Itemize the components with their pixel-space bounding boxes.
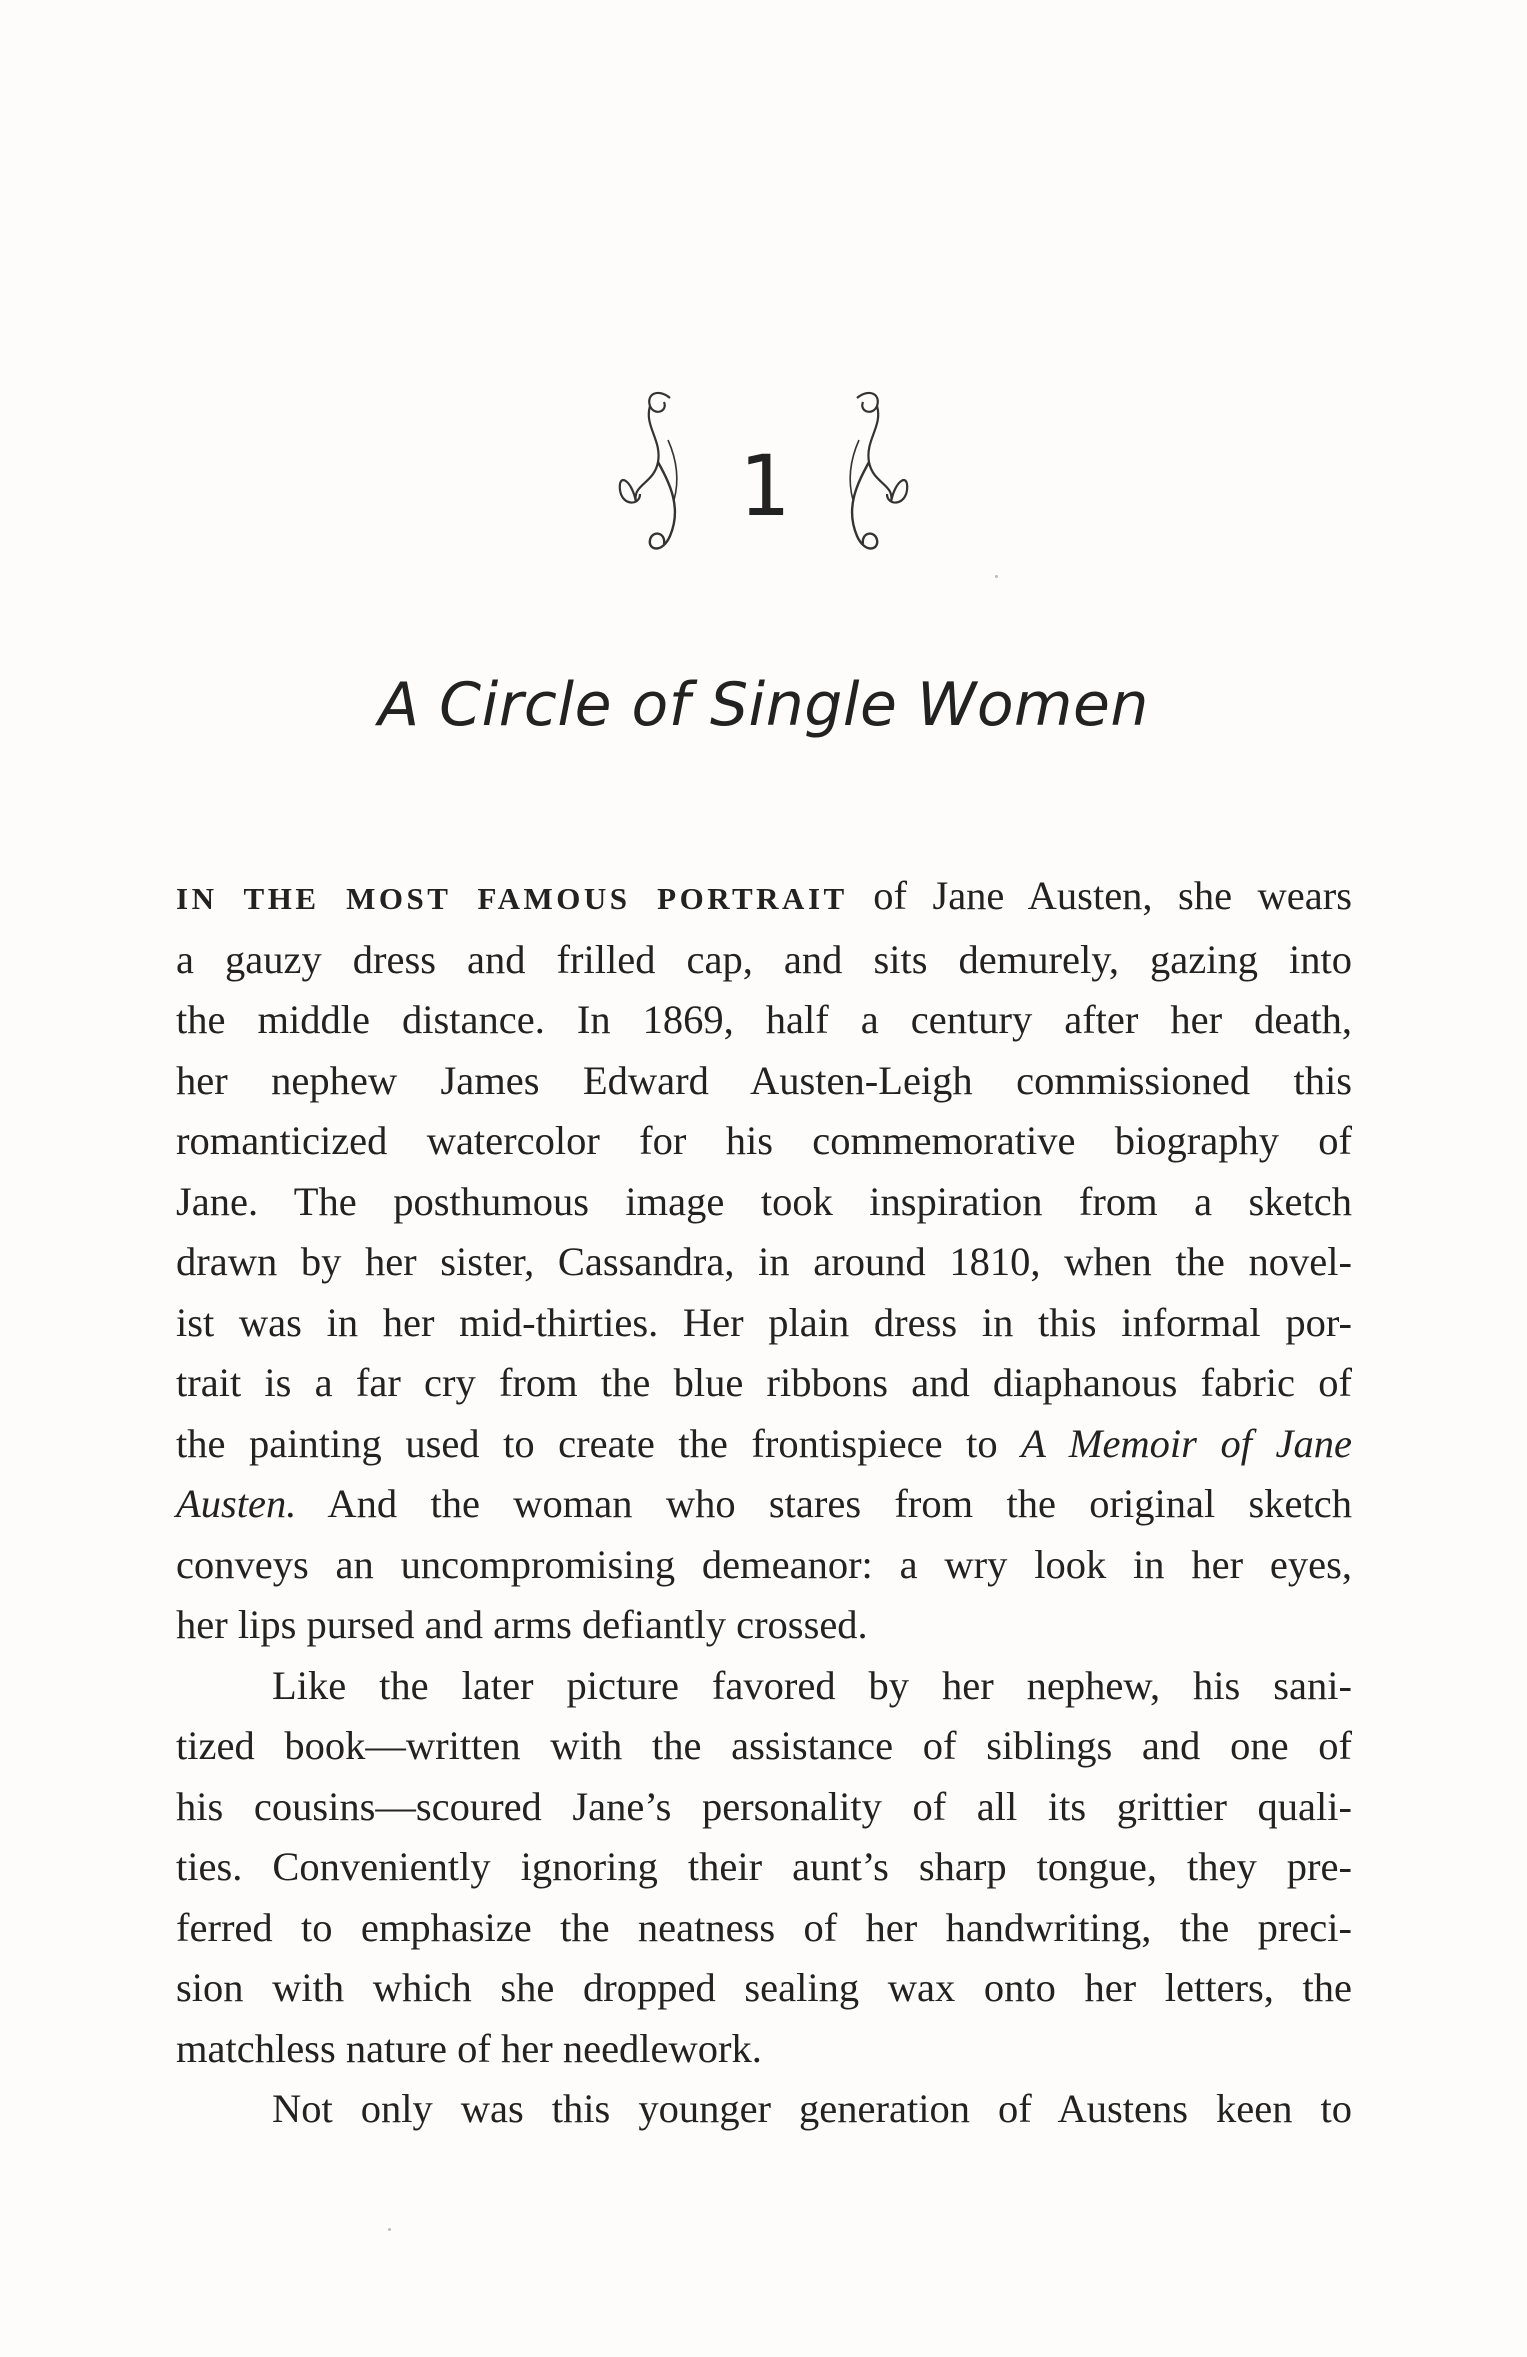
body-text bbox=[176, 866, 1352, 2140]
text-line: drawn by her sister, Cassandra, in around 1810, when the novel- bbox=[176, 1239, 1352, 1284]
text-line: ferred to emphasize the neatness of her handwriting, the preci- bbox=[176, 1904, 1352, 1950]
right-flourish-icon bbox=[827, 380, 917, 580]
chapter-heading bbox=[0, 380, 1527, 580]
text-line: romanticized watercolor for his commemorative biography of bbox=[176, 1118, 1352, 1163]
text-line: his cousins—scoured Jane’s personality of all its grittier quali- bbox=[176, 1783, 1352, 1829]
book-title-italic: A Memoir of Jane bbox=[1021, 1420, 1352, 1466]
text-line bbox=[176, 1414, 1352, 1475]
text-line bbox=[176, 866, 1352, 930]
paper-speck bbox=[388, 2228, 391, 2231]
paper-speck bbox=[995, 575, 998, 578]
paragraph-3 bbox=[176, 2079, 1352, 2140]
opening-small-caps: IN THE MOST FAMOUS PORTRAIT bbox=[176, 881, 848, 916]
text-line: sion with which she dropped sealing wax onto her letters, the bbox=[176, 1965, 1352, 2010]
text-span: the painting used to create the frontispiece to bbox=[176, 1420, 1022, 1466]
chapter-number: 1 bbox=[738, 437, 789, 535]
text-line: Jane. The posthumous image took inspiration from a sketch bbox=[176, 1178, 1352, 1224]
paragraph-2 bbox=[176, 1656, 1352, 2080]
text-line: tized book—written with the assistance of siblings and one of bbox=[176, 1723, 1352, 1768]
text-line bbox=[176, 1474, 1352, 1535]
paragraph-1 bbox=[176, 866, 1352, 1656]
text-line: trait is a far cry from the blue ribbons and diaphanous fabric of bbox=[176, 1360, 1352, 1405]
text-line: ist was in her mid-thirties. Her plain dress in this informal por- bbox=[176, 1299, 1352, 1345]
text-line: conveys an uncompromising demeanor: a wry look in her eyes, bbox=[176, 1541, 1352, 1587]
text-line: Not only was this younger generation of Austens keen to bbox=[272, 2086, 1352, 2131]
chapter-title: A Circle of Single Women bbox=[378, 670, 1149, 740]
text-line: her lips pursed and arms defiantly crossed. bbox=[176, 1602, 868, 1647]
text-line: matchless nature of her needlework. bbox=[176, 2025, 762, 2071]
text-span: And the woman who stares from the original sketch bbox=[296, 1481, 1352, 1526]
book-title-italic: Austen. bbox=[176, 1481, 297, 1526]
text-line: her nephew James Edward Austen-Leigh commissioned this bbox=[176, 1057, 1352, 1103]
left-flourish-icon bbox=[610, 380, 700, 580]
text-line: the middle distance. In 1869, half a century after her death, bbox=[176, 997, 1352, 1042]
text-line: ties. Conveniently ignoring their aunt’s sharp tongue, they pre- bbox=[176, 1844, 1352, 1889]
text-line: a gauzy dress and frilled cap, and sits demurely, gazing into bbox=[176, 936, 1352, 982]
text-line: Like the later picture favored by her nephew, his sani- bbox=[272, 1662, 1352, 1708]
text-span: of Jane Austen, she wears bbox=[873, 873, 1352, 918]
